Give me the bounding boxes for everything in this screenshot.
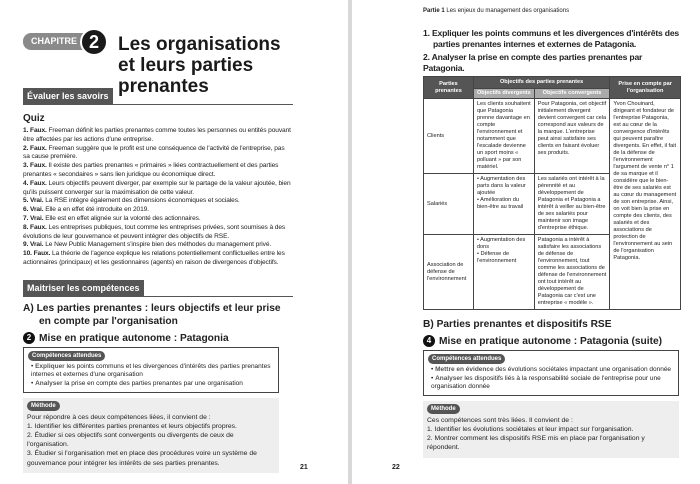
convergent-cell: Les salariés ont intérêt à la pérennité et au développement de Patagonia et Patagonia a intérêt à veiller au bien-être de ses salariés pour maintenir son image d'entreprise éthique. — [534, 174, 610, 235]
quiz-explanation: Elle est en effet alignée sur la volonté des actionnaires. — [43, 214, 201, 222]
question-2: 2. Analyser la prise en compte des parties prenantes par Patagonia. — [423, 52, 643, 73]
section-evaluer — [23, 86, 293, 105]
divergent-cell — [473, 235, 534, 310]
question-1: 1. Expliquer les points communs et les divergences d'intérêts des parties prenantes internes et externes de Patagonia. — [423, 28, 680, 49]
methode-line: 2. Montrer comment les dispositifs RSE mis en place par l'organisation y répondent. — [427, 435, 645, 452]
quiz-answer: 7. Vrai. — [23, 214, 44, 222]
quiz-item — [23, 215, 293, 224]
th-divergent: Objectifs divergents — [473, 89, 534, 99]
table-row — [424, 99, 681, 174]
quiz-answer: 4. Faux. — [23, 179, 47, 187]
page-number: 21 — [300, 464, 308, 471]
exercise-number: 2 — [23, 332, 35, 344]
methode-line: 1. Identifier les évolutions sociétales et leur impact sur l'organisation. — [427, 425, 634, 433]
methode-label: Méthode — [27, 401, 60, 411]
competence-item — [31, 363, 274, 380]
methode-line: 3. Étudier si l'organisation met en place des procédures voire un système de gouvernance pour intégrer les intérêts de ses parties prenantes. — [27, 450, 257, 467]
quiz-explanation: La théorie de l'agence explique les relations potentiellement conflictuelles entre les actionnaires (principaux) et les gestionnaires (agents) en raison de divergences d'objectifs. — [23, 250, 285, 266]
divider — [23, 104, 293, 105]
quiz-title: Quiz — [23, 113, 45, 124]
list-item: • Défense de l'environnement — [477, 251, 531, 265]
heading-a-line-2: en compte par l'organisation — [39, 315, 178, 327]
stakeholder-cell: Salariés — [424, 174, 474, 235]
chapter-number: 2 — [80, 28, 108, 56]
competence-text: des évolutions sociétales impactant une organisation donnée — [493, 366, 672, 373]
quiz-explanation: Elle a en effet été introduite en 2019. — [43, 206, 149, 214]
divergent-cell: Les clients souhaitent que Patagonia prenne davantage en compte l'environnement et notamment que l'escalade devienne un sport moins « polluant » par son matériel. — [473, 99, 534, 174]
list-item: • Amélioration du bien-être au travail — [477, 197, 531, 211]
competences-list — [428, 366, 674, 392]
methode-box — [423, 401, 679, 458]
competence-item — [31, 380, 274, 389]
heading-a — [23, 302, 293, 328]
competence-item — [431, 375, 674, 392]
header-title: Les enjeux du management des organisations — [444, 8, 570, 14]
methode-line: 1. Identifier les différentes parties prenantes et leurs objectifs propres. — [27, 422, 237, 430]
quiz-answer: 2. Faux. — [23, 144, 47, 152]
stakeholder-table — [423, 76, 681, 310]
competences-box — [423, 350, 679, 396]
quiz-item — [23, 127, 293, 145]
mise-heading — [23, 332, 293, 344]
methode-line: Pour répondre à ces deux compétences liées, il convient de : — [27, 413, 211, 421]
quiz-item — [23, 250, 293, 268]
heading-a-line-1: A) Les parties prenantes : leurs objectifs et leur prise — [23, 302, 281, 314]
quiz-answer: 9. Vrai. — [23, 241, 44, 249]
competence-verb: Analyser — [35, 379, 63, 387]
prise-cell: Yvon Chouinard, dirigeant et fondateur de l'entreprise Patagonia, est au cœur de la convergence d'intérêts qui peuvent paraître divergents. En effet, il fait de la défense de l'environnement l'argument de vente n° 1 de sa marque et il considère que le bien-être de ses salariés est au cœur du management de son entreprise. Ainsi, on voit bien la prise en compte des clients, des salariés et des associations de protection de l'environnement au sein de l'organisation Patagonia. — [610, 99, 681, 310]
convergent-cell: Patagonia a intérêt à satisfaire les associations de défense de l'environnement, tout comme les associations de défense de l'environnement ont tout intérêt au développement de Patagonia car c'est une entreprise « modèle ». — [534, 235, 610, 310]
right-content — [423, 28, 683, 458]
header-part: Partie 1 — [423, 8, 445, 14]
mise-title: Mise en pratique autonome : Patagonia (suite) — [439, 336, 663, 347]
heading-b: B) Parties prenantes et dispositifs RSE — [423, 319, 612, 330]
quiz-item — [23, 197, 293, 206]
section-heading: Maitriser les compétences — [23, 280, 144, 296]
quiz-answer: 5. Vrai. — [23, 197, 44, 205]
quiz-item — [23, 224, 293, 242]
quiz-explanation: Freeman suggère que le profit est une conséquence de l'activité de l'entreprise, pas sa cause première. — [23, 144, 285, 161]
convergent-cell: Pour Patagonia, cet objectif initialement divergent devient convergent car cela correspond aux valeurs de la marque. L'entreprise peut ainsi satisfaire ses clients en faisant évoluer ses produits. — [534, 99, 610, 174]
quiz-item — [23, 145, 293, 163]
quiz-explanation: Il existe des parties prenantes « primaires » liées contractuellement et des parties prenantes « secondaires » sans lien juridique ou économique direct. — [23, 162, 279, 178]
methode-line: Ces compétences sont très liées. Il convient de : — [427, 416, 573, 424]
left-page — [0, 0, 348, 484]
th-objectives: Objectifs des parties prenantes — [473, 77, 609, 89]
right-page — [352, 0, 700, 484]
divider — [23, 296, 293, 297]
th-stakeholders: Parties prenantes — [424, 77, 474, 99]
page-number: 22 — [392, 464, 400, 471]
title-line-2: et leurs parties prenantes — [118, 55, 254, 97]
competence-verb: Analyser — [435, 374, 463, 382]
quiz-answer: 8. Faux. — [23, 223, 47, 231]
methode-line: 2. Étudier si ces objectifs sont convergents ou divergents de ceux de l'organisation. — [27, 431, 234, 449]
competence-text: les dispositifs liés à la responsabilité sociale de l'entreprise pour une organisation donnée — [431, 374, 661, 391]
quiz-answer: 1. Faux. — [23, 127, 47, 134]
quiz-explanation: Leurs objectifs peuvent diverger, par exemple sur le partage de la valeur ajoutée, bien qu'ils puissent converger sur la maximisation de cette valeur. — [23, 179, 291, 196]
section-maitriser — [23, 278, 293, 297]
competences-box — [23, 347, 279, 393]
th-prise: Prise en compte par l'organisation — [610, 77, 681, 99]
competence-item — [431, 366, 674, 375]
quiz-item — [23, 206, 293, 215]
methode-box — [23, 398, 279, 473]
quiz-answer: 6. Vrai. — [23, 206, 44, 214]
quiz-explanation: Freeman définit les parties prenantes comme toutes les personnes ou entités pouvant être affectées par les actions d'une entreprise. — [23, 127, 291, 143]
section-heading: Évaluer les savoirs — [23, 88, 113, 104]
quiz-item — [23, 180, 293, 198]
competence-text: la prise en compte des parties prenantes par une organisation — [62, 379, 243, 387]
left-content — [23, 86, 293, 473]
quiz-list — [23, 127, 293, 268]
competences-label: Compétences attendues — [428, 354, 505, 364]
quiz-item — [23, 162, 293, 180]
competences-list — [28, 363, 274, 389]
quiz-answer: 10. Faux. — [23, 250, 51, 258]
divergent-cell — [473, 174, 534, 235]
quiz-explanation: Les entreprises publiques, tout comme les entreprises privées, sont soumises à des évolutions de leur gouvernance et peuvent intégrer des objectifs de RSE. — [23, 223, 286, 240]
stakeholder-cell: Association de défense de l'environnement — [424, 235, 474, 310]
title-line-1: Les organisations — [118, 34, 281, 55]
exercise-number: 4 — [423, 335, 435, 347]
list-item: • Augmentation des parts dans la valeur ajoutée — [477, 176, 531, 197]
mise-title: Mise en pratique autonome : Patagonia — [39, 332, 229, 344]
competence-verb: Mettre en évidence — [435, 366, 494, 373]
chapter-label: CHAPITRE — [23, 33, 93, 50]
quiz-explanation: La RSE intègre également des dimensions économiques et sociales. — [43, 197, 240, 205]
competences-label: Compétences attendues — [28, 351, 105, 361]
running-header — [423, 8, 569, 14]
list-item: • Augmentation des dons — [477, 237, 531, 251]
quiz-explanation: Le New Public Management s'inspire bien des méthodes du management privé. — [43, 241, 272, 249]
mise-heading — [423, 335, 683, 347]
quiz-item — [23, 241, 293, 250]
methode-label: Méthode — [427, 404, 460, 414]
stakeholder-cell: Clients — [424, 99, 474, 174]
competence-verb: Expliquer — [35, 362, 65, 370]
th-convergent: Objectifs convergents — [534, 89, 610, 99]
competence-text: les points communs et les divergences d'intérêts des parties prenantes internes et externes d'une organisation — [31, 362, 271, 379]
quiz-answer: 3. Faux. — [23, 162, 47, 170]
